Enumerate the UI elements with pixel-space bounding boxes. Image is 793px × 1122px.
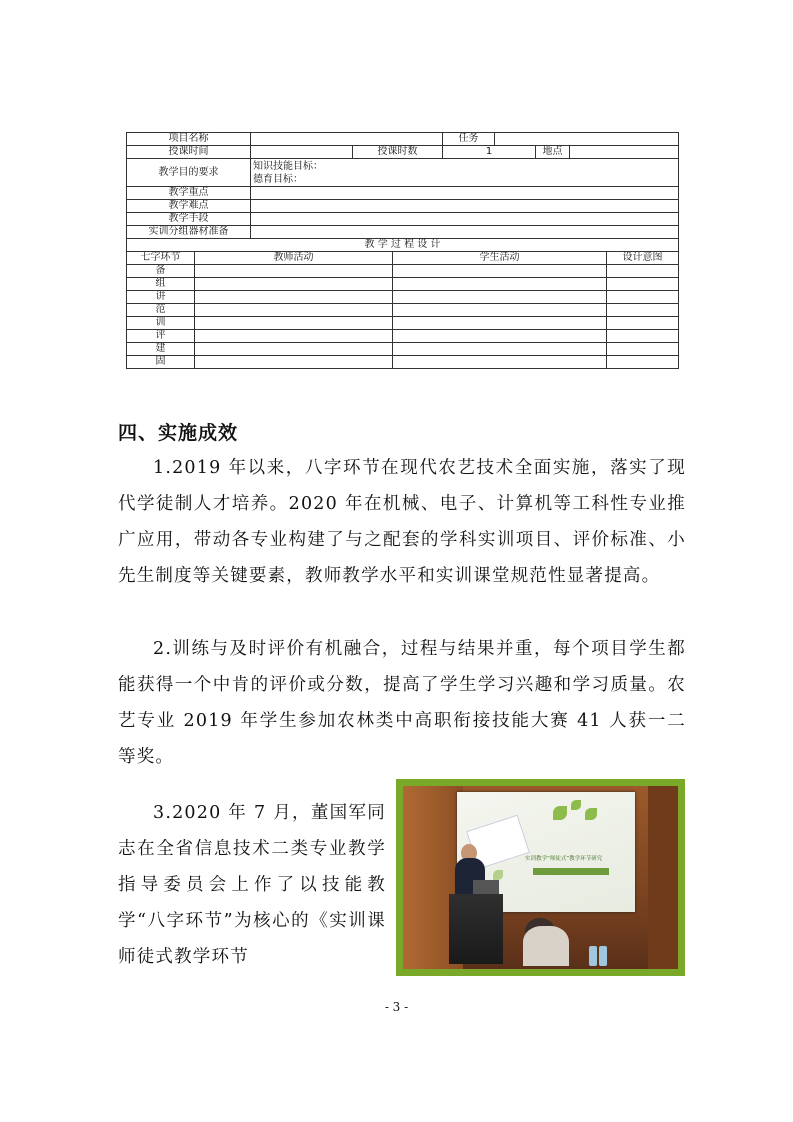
table-cell: 授课时间 [127, 146, 251, 159]
table-cell [607, 343, 679, 356]
table-cell [607, 291, 679, 304]
table-row [127, 330, 679, 343]
table-row [127, 213, 679, 226]
column-header: 七字环节 [127, 252, 195, 265]
paragraph-1: 1.2019 年以来，八字环节在现代农艺技术全面实施，落实了现代学徒制人才培养。2020 年在机械、电子、计算机等工科性专业推广应用，带动各专业构建了与之配套的学科实训项目、评价标准、小先生制度等关键要素，教师教学水平和实训课堂规范性显著提高。 [118, 458, 686, 586]
table-cell [495, 133, 679, 146]
table-cell [607, 265, 679, 278]
table-cell: 实训分组器材准备 [127, 226, 251, 239]
table-cell [393, 278, 607, 291]
conference-photo [396, 779, 685, 976]
slide-title: 实训教学“师徒式”教学环节研究 [525, 856, 603, 862]
laptop [473, 880, 499, 894]
table-cell [393, 330, 607, 343]
table-cell [607, 278, 679, 291]
lesson-plan-table [126, 132, 679, 369]
column-header: 教师活动 [195, 252, 393, 265]
table-row [127, 304, 679, 317]
table-cell [195, 317, 393, 330]
table-cell [195, 278, 393, 291]
table-cell: 1 [443, 146, 536, 159]
table-cell [251, 200, 679, 213]
table-cell [393, 317, 607, 330]
table-cell [607, 330, 679, 343]
table-cell [607, 356, 679, 369]
leaf-icon [553, 806, 567, 820]
table-cell [251, 226, 679, 239]
table-cell: 教学目的要求 [127, 159, 251, 187]
goal-line: 德育目标： [253, 173, 303, 185]
step-cell: 固 [127, 356, 195, 369]
table-row [127, 146, 679, 159]
table-cell [195, 356, 393, 369]
table-row [127, 317, 679, 330]
page-number: - 3 - [384, 1000, 409, 1014]
table-cell [393, 304, 607, 317]
table-header-row [127, 252, 679, 265]
table-cell [393, 291, 607, 304]
section-heading: 四、实施成效 [118, 422, 239, 444]
step-cell: 建 [127, 343, 195, 356]
paragraph-3: 3.2020 年 7 月，董国军同志在全省信息技术二类专业教学指导委员会上作了以技能教学“八字环节”为核心的《实训课师徒式教学环节 [118, 803, 386, 967]
table-row [127, 226, 679, 239]
table-row [127, 265, 679, 278]
table-row [127, 356, 679, 369]
podium [449, 894, 503, 964]
table-row [127, 200, 679, 213]
paragraph-2: 2.训练与及时评价有机融合，过程与结果并重，每个项目学生都能获得一个中肯的评价或分数，提高了学生学习兴趣和学习质量。农艺专业 2019 年学生参加农林类中高职衔接技能大赛 41 人获一二等奖。 [118, 639, 686, 767]
column-header: 学生活动 [393, 252, 607, 265]
table-cell [393, 343, 607, 356]
table-cell: 地点 [536, 146, 570, 159]
table-cell [195, 343, 393, 356]
photo-scene [403, 786, 678, 969]
table-cell: 项目名称 [127, 133, 251, 146]
step-cell: 讲 [127, 291, 195, 304]
step-cell: 评 [127, 330, 195, 343]
table-cell: 教学重点 [127, 187, 251, 200]
table-row [127, 187, 679, 200]
process-title: 教 学 过 程 设 计 [127, 239, 679, 252]
table-cell [195, 291, 393, 304]
water-bottle [589, 946, 597, 966]
table-cell [607, 317, 679, 330]
wall-panel [648, 786, 678, 969]
step-cell: 训 [127, 317, 195, 330]
table-cell: 教学手段 [127, 213, 251, 226]
table-row [127, 278, 679, 291]
table-cell: 授课时数 [353, 146, 443, 159]
table-cell [607, 304, 679, 317]
table-cell [393, 265, 607, 278]
water-bottle [599, 946, 607, 966]
goal-line: 知识技能目标： [253, 160, 323, 172]
slide-subtitle-bar [533, 868, 609, 875]
table-row [127, 343, 679, 356]
leaf-icon [571, 800, 581, 810]
table-row [127, 239, 679, 252]
table-cell [393, 356, 607, 369]
step-cell: 组 [127, 278, 195, 291]
table-cell [251, 133, 443, 146]
leaf-icon [493, 870, 503, 880]
table-cell [251, 213, 679, 226]
table-cell [570, 146, 679, 159]
table-cell [251, 187, 679, 200]
step-cell: 范 [127, 304, 195, 317]
table-cell: 教学难点 [127, 200, 251, 213]
table-cell [195, 304, 393, 317]
audience-member [523, 926, 569, 966]
step-cell: 备 [127, 265, 195, 278]
leaf-icon [585, 808, 597, 820]
table-cell [195, 330, 393, 343]
table-cell [251, 146, 353, 159]
column-header: 设计意图 [607, 252, 679, 265]
table-row [127, 291, 679, 304]
table-row [127, 133, 679, 146]
table-row [127, 159, 679, 187]
table-cell: 任务 [443, 133, 495, 146]
table-cell [195, 265, 393, 278]
table-cell [251, 159, 679, 187]
